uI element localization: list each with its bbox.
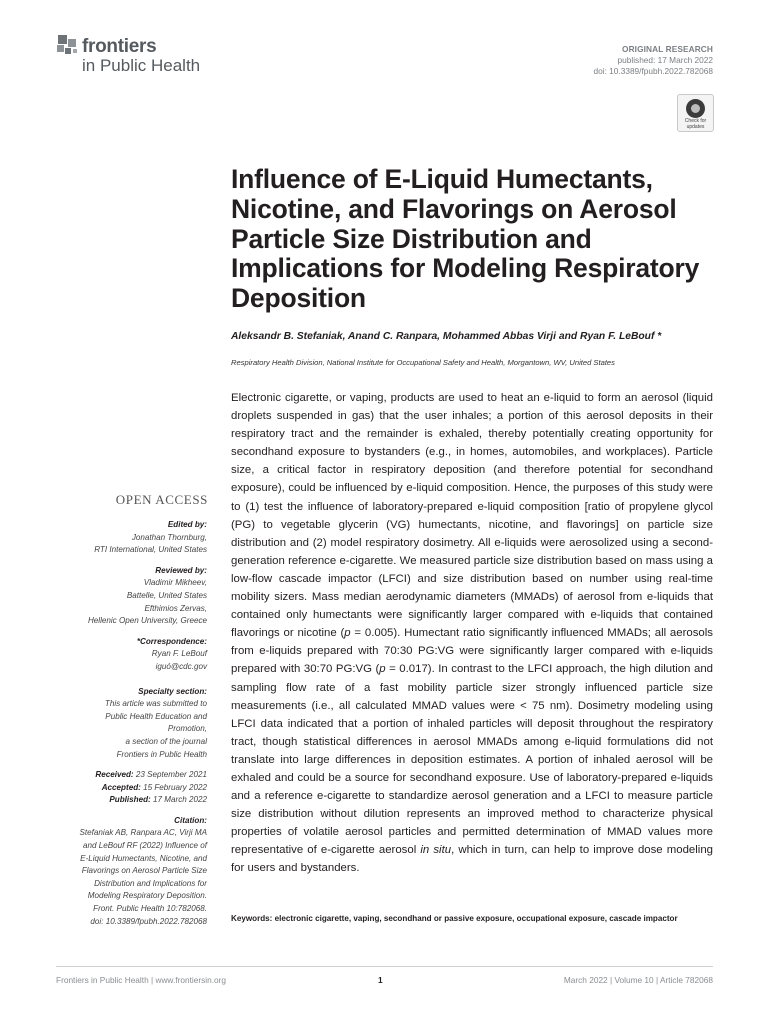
- article-title: Influence of E-Liquid Humectants, Nicotine, and Flavorings on Aerosol Particle Size Distribution and Implications for Modeling Respiratory Deposition: [231, 164, 700, 314]
- reviewer-affiliation: Battelle, United States: [126, 590, 207, 600]
- crossmark-icon: [686, 99, 705, 118]
- abstract-text: = 0.017). In contrast to the LFCI approach, the high dilution and sampling flow rate of a fast mobility particle sizer strongly influenced particle size measurements (i.e., all calculated MMAD values were < 75 nm). Dosimetry modeling using LFCI data indicated that a portion of inhaled particles will deposit throughout the respiratory tract, though statistical differences in aerosol MMADs among e-liquid formulations did not translate into large differences in deposition estimates. A portion of inhaled aerosol will be exhaled and could be a source for secondhand exposure. Use of laboratory-prepared e-liquids and a reference e-cigarette to standardize aerosol generation and a LFCI to measure particle size distribution without dilution represents an improved method to characterize physical properties of volatile aerosol particles and permitted determination of MMAD values more representative of e-cigarette aerosol: [231, 663, 713, 857]
- badge-label-line2: updates: [686, 123, 705, 130]
- p-value-symbol: p: [344, 627, 351, 640]
- footer-divider: [56, 966, 713, 967]
- edited-by-section: [40, 519, 207, 557]
- citation-doi[interactable]: doi: 10.3389/fpubh.2022.782068: [90, 916, 207, 926]
- citation-line: Stefaniak AB, Ranpara AC, Virji MA: [79, 828, 207, 838]
- received-value: 23 September 2021: [133, 770, 207, 780]
- citation-section: [40, 815, 207, 928]
- affiliation: Respiratory Health Division, National Institute for Occupational Safety and Health, Morgantown, WV, United States: [231, 358, 615, 367]
- accepted-label: Accepted:: [101, 782, 141, 792]
- check-for-updates-badge[interactable]: [677, 94, 714, 132]
- correspondence-section: [40, 636, 207, 674]
- published-date: published: 17 March 2022: [617, 55, 713, 65]
- specialty-line: Public Health Education and: [105, 711, 207, 721]
- received-date: [40, 769, 207, 782]
- specialty-line: Promotion,: [167, 724, 207, 734]
- specialty-line: a section of the journal: [125, 736, 207, 746]
- reviewed-by-heading: Reviewed by:: [155, 565, 207, 575]
- published-label: Published:: [109, 795, 151, 805]
- accepted-value: 15 February 2022: [140, 782, 207, 792]
- abstract: [231, 389, 713, 878]
- citation-line: Front. Public Health 10:782068.: [93, 904, 207, 914]
- badge-label-line1: Check for: [684, 118, 707, 124]
- article-meta: [594, 44, 714, 77]
- edited-by-heading: Edited by:: [167, 520, 207, 529]
- published-value: 17 March 2022: [150, 795, 207, 805]
- reviewer-affiliation: Hellenic Open University, Greece: [87, 616, 207, 626]
- p-value-symbol: p: [379, 663, 386, 676]
- citation-line: Distribution and Implications for: [94, 878, 207, 888]
- accepted-date: [40, 782, 207, 795]
- specialty-line: Frontiers in Public Health: [116, 749, 207, 759]
- in-situ-term: in situ: [420, 844, 452, 857]
- keywords: Keywords: electronic cigarette, vaping, secondhand or passive exposure, occupational exposure, cascade impactor: [231, 914, 678, 923]
- article-sidebar: [40, 519, 207, 936]
- logo-wordmark: frontiers: [82, 36, 157, 57]
- specialty-heading: Specialty section:: [138, 686, 207, 696]
- abstract-text: Electronic cigarette, or vaping, products are used to heat an e-liquid to form an aerosol (liquid droplets suspended in gas) that the user inhales; a portion of this aerosol deposits in their respiratory tract and the remainder is exhaled, thereby potentially creating opportunity for secondhand exposure to bystanders (e.g., in homes, automobiles, and workplaces). Particle size, a critical factor in respiratory deposition (and therefore potential for secondhand exposure), could be influenced by e-liquid composition. Hence, the purposes of this study were to (1) test the influence of laboratory-prepared e-liquid composition [ratio of propylene glycol (PG) to vegetable glycerin (VG) humectants, nicotine, and flavorings] on particle size distribution and (2) model respiratory dosimetry. All e-liquids were aerosolized using a second-generation reference e-cigarette. We measured particle size distribution based on mass using a low-flow cascade impactor (LFCI) and size distribution based on number using real-time mobility sizers. Mass median aerodynamic diameters (MMADs) of aerosol from e-liquids that contained only humectants were significantly larger compared with e-liquids that contained flavorings or nicotine (: [231, 392, 713, 640]
- dates-section: [40, 769, 207, 807]
- reviewed-by-section: [40, 565, 207, 628]
- page-number: 1: [378, 975, 383, 985]
- article-type: ORIGINAL RESEARCH: [622, 44, 713, 54]
- author-list[interactable]: Aleksandr B. Stefaniak, Anand C. Ranpara, Mohammed Abbas Virji and Ryan F. LeBouf *: [231, 331, 662, 342]
- corresponding-email[interactable]: iguó@cdc.gov: [155, 661, 207, 671]
- editor-affiliation: RTI International, United States: [94, 545, 207, 555]
- correspondence-heading: *Correspondence:: [136, 636, 207, 646]
- citation-heading: Citation:: [174, 815, 207, 825]
- reviewer-name: Vladimir Mikheev,: [143, 578, 207, 588]
- editor-name: Jonathan Thornburg,: [131, 532, 207, 542]
- open-access-label: OPEN ACCESS: [115, 492, 208, 507]
- corresponding-author: Ryan F. LeBouf: [151, 649, 207, 659]
- citation-line: E-Liquid Humectants, Nicotine, and: [80, 853, 207, 863]
- doi-link[interactable]: doi: 10.3389/fpubh.2022.782068: [593, 66, 713, 76]
- abstract-text: , which in turn, can help to improve dose modeling for users and bystanders.: [231, 844, 713, 875]
- citation-line: and LeBouf RF (2022) Influence of: [82, 841, 207, 851]
- reviewer-name: Efthimios Zervas,: [144, 603, 207, 613]
- published-date-sidebar: [40, 794, 207, 807]
- logo-journal-name: in Public Health: [82, 56, 201, 75]
- specialty-section: [40, 686, 207, 762]
- specialty-line: This article was submitted to: [104, 699, 207, 709]
- received-label: Received:: [95, 770, 134, 780]
- footer-journal-link[interactable]: Frontiers in Public Health | www.frontiersin.org: [56, 975, 227, 985]
- frontiers-logo-icon: [56, 34, 80, 58]
- citation-line: Flavorings on Aerosol Particle Size: [81, 866, 207, 876]
- footer-issue-info: March 2022 | Volume 10 | Article 782068: [563, 975, 713, 985]
- citation-line: Modeling Respiratory Deposition.: [87, 891, 207, 901]
- abstract-text: = 0.005). Humectant ratio significantly influenced MMADs; all aerosols from e-liquids prepared with 70:30 PG:VG were significantly larger compared with e-liquids prepared with 30:70 PG:VG (: [231, 627, 713, 676]
